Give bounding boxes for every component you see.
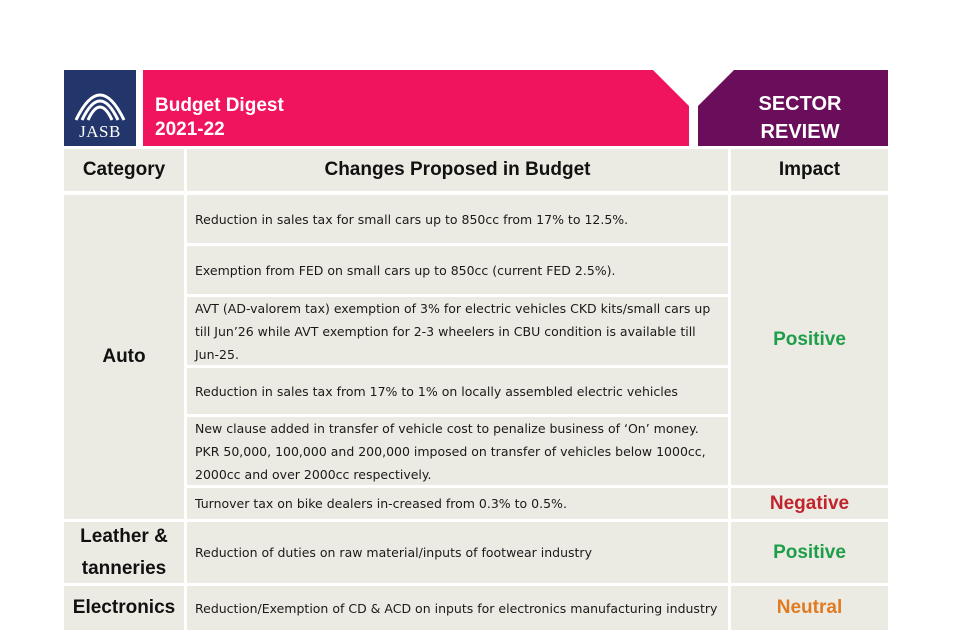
change-row: Reduction of duties on raw material/inputs of footwear industry [187, 522, 728, 583]
category-leather-line1: Leather & [80, 525, 168, 547]
sector-line2: REVIEW [760, 121, 840, 143]
impact-auto-negative: Negative [731, 488, 888, 519]
category-leather [64, 522, 184, 583]
budget-digest-banner [143, 70, 689, 146]
impact-auto-positive: Positive [731, 195, 888, 485]
change-row: Reduction/Exemption of CD & ACD on inputs for electronics manufacturing industry [187, 586, 728, 630]
banner-title [155, 94, 284, 142]
change-row: AVT (AD-valorem tax) exemption of 3% for electric vehicles CKD kits/small cars up till Jun’26 while AVT exemption for 2-3 wheelers in CBU condition is available till Jun-25. [187, 297, 728, 365]
change-row: New clause added in transfer of vehicle cost to penalize business of ‘On’ money. PKR 50,000, 100,000 and 200,000 imposed on transfer of vehicles below 1000cc, 2000cc and over 2000cc respectively. [187, 417, 728, 485]
header-changes: Changes Proposed in Budget [187, 149, 728, 191]
impact-leather-positive: Positive [731, 522, 888, 583]
jasb-logo [64, 70, 136, 146]
change-row: Reduction in sales tax from 17% to 1% on locally assembled electric vehicles [187, 368, 728, 414]
category-auto: Auto [64, 195, 184, 519]
change-row: Exemption from FED on small cars up to 850cc (current FED 2.5%). [187, 246, 728, 294]
change-row: Turnover tax on bike dealers in-creased from 0.3% to 0.5%. [187, 488, 728, 519]
sector-review-banner [698, 70, 888, 146]
sector-review-title [720, 90, 880, 146]
banner-title-line1: Budget Digest [155, 95, 284, 116]
header-impact: Impact [731, 149, 888, 191]
change-row: Reduction in sales tax for small cars up to 850cc from 17% to 12.5%. [187, 195, 728, 243]
logo-arc-icon [72, 76, 128, 122]
logo-text: JASB [79, 122, 121, 141]
impact-electronics-neutral: Neutral [731, 586, 888, 630]
banner-title-line2: 2021-22 [155, 119, 225, 140]
category-electronics: Electronics [64, 586, 184, 630]
category-leather-line2: tanneries [81, 557, 167, 579]
sector-line1: SECTOR [758, 93, 842, 115]
header-category: Category [64, 149, 184, 191]
